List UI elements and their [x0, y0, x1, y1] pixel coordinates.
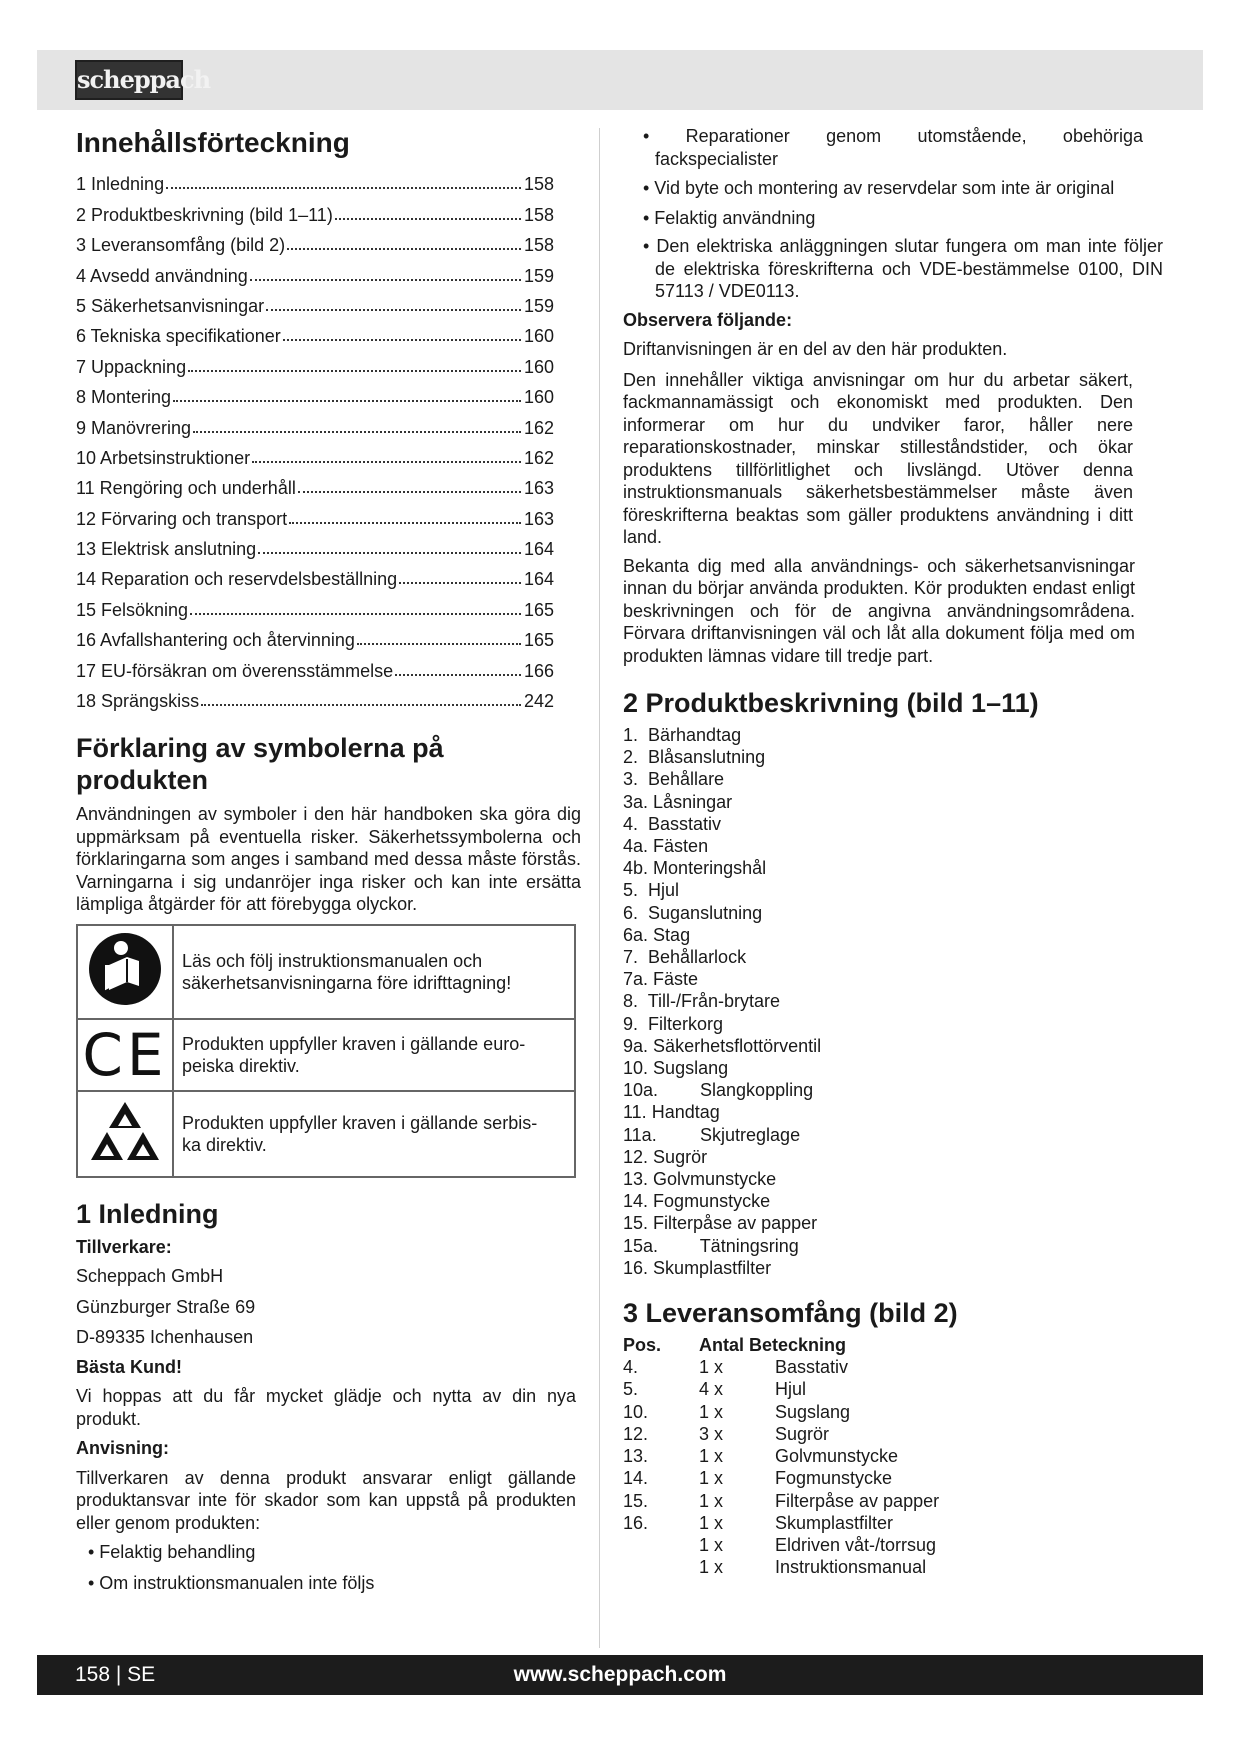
- scope-qty: 1 x: [699, 1534, 724, 1555]
- note-bullet: • Felaktig behandling: [88, 1542, 256, 1563]
- toc-entry-page: 160: [523, 326, 554, 347]
- scope-table: [623, 1334, 1143, 1578]
- part-label: Till-/Från-brytare: [647, 991, 781, 1012]
- symbols-table: [76, 924, 576, 1178]
- scope-desc: Fogmunstycke: [775, 1468, 893, 1489]
- product-part-item: [623, 968, 1143, 990]
- product-list: [623, 724, 1143, 1279]
- toc-entry-label: 18 Sprängskiss: [76, 691, 200, 712]
- toc-entry-page: 158: [523, 235, 554, 256]
- read-manual-icon: [87, 931, 163, 1007]
- toc-entry[interactable]: [76, 439, 554, 469]
- serbian-conformity-icon: [90, 1100, 160, 1162]
- product-part-item: [623, 1235, 1143, 1257]
- scope-desc: Filterpåse av papper: [775, 1490, 940, 1511]
- scope-qty: 1 x: [699, 1468, 724, 1489]
- product-part-item: [623, 1168, 1143, 1190]
- part-number: 4.: [623, 813, 639, 834]
- company-city: D-89335 Ichenhausen: [76, 1327, 254, 1348]
- scope-pos: 4.: [623, 1357, 639, 1378]
- scope-desc: Golvmunstycke: [775, 1446, 899, 1467]
- toc-entry-label: 7 Uppackning: [76, 356, 187, 377]
- scope-qty: 1 x: [699, 1446, 724, 1467]
- scope-qty: 1 x: [699, 1357, 724, 1378]
- left-column: [76, 125, 586, 1594]
- part-number: 9a.: [623, 1035, 649, 1056]
- toc-leader-dots: [287, 248, 521, 250]
- toc-entry-page: 160: [523, 356, 554, 377]
- scope-row: [623, 1512, 1143, 1534]
- scope-desc: Eldriven våt-/torrsug: [775, 1534, 937, 1555]
- scope-desc: Sugrör: [775, 1423, 830, 1444]
- part-number: 4b.: [623, 858, 649, 879]
- scope-pos: 12.: [623, 1423, 649, 1444]
- observe-p1: Driftanvisningen är en del av den här produkten.: [623, 339, 1008, 359]
- toc-leader-dots: [201, 704, 521, 706]
- toc-leader-dots: [283, 339, 521, 341]
- part-number: 4a.: [623, 836, 649, 857]
- scope-desc: Hjul: [775, 1379, 807, 1400]
- company-street: Günzburger Straße 69: [76, 1296, 256, 1317]
- part-label: Handtag: [651, 1102, 720, 1123]
- scope-row: [623, 1423, 1143, 1445]
- part-number: 9.: [623, 1013, 639, 1034]
- toc-entry[interactable]: [76, 560, 554, 590]
- toc-entry-label: 6 Tekniska specifikationer: [76, 326, 281, 347]
- toc-entry[interactable]: [76, 347, 554, 377]
- observe-p3: Bekanta dig med alla användnings- och säkerhetsanvisningar innan du börjar använda produkten. Kör produkten endast enligt beskrivningen och för de angivna användningsområdena. Förvara driftanvisningen väl och låt alla dokument följa med om produkten lämnas vidare till tredje part.: [623, 555, 1135, 666]
- symbols-intro: Användningen av symboler i den här handboken ska göra dig uppmärksam på eventuella risker. Säkerhetssymbolerna och förklaringarna som anges i samband med dessa måste förstås. Varningarna i sig undanröjer inga risker och kan inte ersätta lämpliga åtgärder för att förebygga olyckor.: [76, 804, 581, 915]
- scope-row: [623, 1490, 1143, 1512]
- product-part-item: [623, 724, 1143, 746]
- part-label: Hjul: [648, 880, 680, 901]
- toc-entry[interactable]: [76, 590, 554, 620]
- symbols-title-line2: produkten: [76, 765, 208, 796]
- part-label: Sugslang: [653, 1058, 729, 1079]
- toc-entry-label: 3 Leveransomfång (bild 2): [76, 235, 286, 256]
- company-name: Scheppach GmbH: [76, 1266, 224, 1287]
- toc-entry[interactable]: [76, 408, 554, 438]
- part-number: 5.: [623, 880, 639, 901]
- note-label: Anvisning:: [76, 1438, 169, 1459]
- part-label: Fästen: [653, 836, 709, 857]
- scope-pos: 16.: [623, 1512, 649, 1533]
- toc-entry-page: 163: [523, 478, 554, 499]
- symbol-text: Läs och följ instruktionsmanualen och säkerhetsanvisningarna före idrifttagning!: [173, 925, 575, 1019]
- part-number: 6.: [623, 902, 639, 923]
- scope-header-row: [623, 1334, 1143, 1356]
- toc-entry[interactable]: [76, 195, 554, 225]
- toc-entry-page: 158: [523, 204, 554, 225]
- product-part-item: [623, 1257, 1143, 1279]
- footer-url[interactable]: www.scheppach.com: [513, 1663, 727, 1686]
- toc-entry-label: 13 Elektrisk anslutning: [76, 539, 257, 560]
- toc-leader-dots: [335, 218, 521, 220]
- part-number: 8.: [623, 991, 639, 1012]
- part-label: Golvmunstycke: [653, 1169, 777, 1190]
- toc-entry[interactable]: [76, 165, 554, 195]
- product-part-item: [623, 1101, 1143, 1123]
- brand-logo: scheppach: [75, 60, 183, 100]
- toc-entry-page: 159: [523, 265, 554, 286]
- part-label: Monteringshål: [653, 858, 767, 879]
- toc-entry-label: 12 Förvaring och transport: [76, 508, 288, 529]
- toc-entry-label: 14 Reparation och reservdelsbeställning: [76, 569, 398, 590]
- toc-entry[interactable]: [76, 378, 554, 408]
- toc-entry-label: 10 Arbetsinstruktioner: [76, 447, 251, 468]
- product-part-item: [623, 835, 1143, 857]
- product-part-item: [623, 1035, 1143, 1057]
- part-number: 3a.: [623, 791, 649, 812]
- symbol-row: [77, 1091, 575, 1177]
- toc-entry-label: 11 Rengöring och underhåll: [76, 478, 296, 499]
- symbol-text: [173, 1091, 575, 1177]
- toc-entry[interactable]: [76, 317, 554, 347]
- toc-entry[interactable]: [76, 621, 554, 651]
- part-number: 11a.: [623, 1124, 657, 1145]
- column-divider: [599, 128, 600, 1648]
- product-part-item: [623, 1212, 1143, 1234]
- toc-entry-page: 162: [523, 447, 554, 468]
- toc-entry-page: 159: [523, 295, 554, 316]
- toc-entry-page: 160: [523, 387, 554, 408]
- toc-entry[interactable]: [76, 226, 554, 256]
- right-bullet: • Vid byte och montering av reservdelar som inte är original: [643, 178, 1115, 198]
- product-part-item: [623, 990, 1143, 1012]
- toc-entry-label: 8 Montering: [76, 387, 172, 408]
- toc-entry[interactable]: [76, 530, 554, 560]
- part-label: Skjutreglage: [700, 1124, 801, 1145]
- scope-pos: [623, 1534, 699, 1556]
- product-part-item: [623, 1057, 1143, 1079]
- part-number: 3.: [623, 769, 639, 790]
- part-number: 7.: [623, 947, 639, 968]
- scope-qty: 1 x: [699, 1401, 724, 1422]
- toc-entry-label: 1 Inledning: [76, 174, 165, 195]
- symbol-text-line2: ka direktiv.: [182, 1134, 267, 1155]
- toc-leader-dots: [193, 431, 521, 433]
- part-number: 15.: [623, 1213, 649, 1234]
- right-bullet: • Den elektriska anläggningen slutar fungera om man inte följer de elektriska föreskrifterna och VDE-bestämmelse 0100, DIN 57113 / VDE0113.: [643, 236, 1163, 301]
- ce-mark-icon: CE: [82, 1020, 168, 1089]
- scope-qty: 1 x: [699, 1557, 724, 1578]
- scope-row: [623, 1534, 1143, 1556]
- symbol-icon-cell: [77, 925, 173, 1019]
- part-label: Filterpåse av papper: [653, 1213, 818, 1234]
- scope-pos: 14.: [623, 1468, 649, 1489]
- product-part-item: [623, 1013, 1143, 1035]
- part-label: Fogmunstycke: [653, 1191, 771, 1212]
- toc-leader-dots: [357, 643, 521, 645]
- toc-entry-label: 2 Produktbeskrivning (bild 1–11): [76, 204, 333, 225]
- part-number: 15a.: [623, 1235, 659, 1256]
- intro-title: 1 Inledning: [76, 1198, 219, 1229]
- toc-leader-dots: [258, 552, 521, 554]
- part-number: 11.: [623, 1102, 647, 1123]
- part-number: 10a.: [623, 1080, 659, 1101]
- scope-row: [623, 1356, 1143, 1378]
- product-part-item: [623, 746, 1143, 768]
- symbols-title-line1: Förklaring av symbolerna på: [76, 733, 444, 764]
- part-label: Blåsanslutning: [648, 747, 766, 768]
- right-bullet: • Reparationer genom utomstående, obehöriga fackspecialister: [643, 126, 1143, 169]
- product-part-item: [623, 791, 1143, 813]
- scope-pos: [623, 1556, 699, 1578]
- product-part-item: [623, 768, 1143, 790]
- toc-entry-page: 165: [523, 630, 554, 651]
- toc-leader-dots: [250, 279, 521, 281]
- scope-title: 3 Leveransomfång (bild 2): [623, 1298, 958, 1329]
- toc-entry[interactable]: [76, 256, 554, 286]
- scope-row: [623, 1556, 1143, 1578]
- toc-leader-dots: [266, 309, 521, 311]
- part-number: 7a.: [623, 969, 649, 990]
- observe-p2: Den innehåller viktiga anvisningar om hur du arbetar säkert, fackmannamässigt och ekonomiskt med produkten. Den informerar om hur du undviker faror, håller nere reparationskostnader, minskar stilleståndstider, och ökar produktens tillförlitlighet och livslängd. Utöver denna instruktionsmanuals säkerhetsbestämmelser måste även föreskrifterna beaktas som gäller produktens användning i ditt land.: [623, 369, 1133, 547]
- scope-pos: 13.: [623, 1446, 649, 1467]
- scope-desc: Instruktionsmanual: [775, 1557, 927, 1578]
- scope-pos: 5.: [623, 1379, 639, 1400]
- product-part-item: [623, 857, 1143, 879]
- scope-row: [623, 1378, 1143, 1400]
- part-label: Slangkoppling: [700, 1080, 814, 1101]
- header-bar: [37, 50, 1203, 110]
- symbol-text-line1: Produkten uppfyller kraven i gällande euro-: [182, 1033, 526, 1054]
- part-label: Bärhandtag: [648, 725, 742, 745]
- scope-desc: Skumplastfilter: [775, 1512, 894, 1533]
- toc-entry[interactable]: [76, 469, 554, 499]
- scope-pos: 15.: [623, 1490, 649, 1511]
- scope-header-qty-desc: Antal Beteckning: [699, 1335, 847, 1356]
- product-part-item: [623, 1124, 1143, 1146]
- observe-label: Observera följande:: [623, 309, 793, 330]
- toc-entry-label: 16 Avfallshantering och återvinning: [76, 630, 355, 651]
- toc-leader-dots: [289, 522, 521, 524]
- toc-leader-dots: [395, 674, 521, 676]
- part-label: Suganslutning: [648, 902, 763, 923]
- toc-leader-dots: [298, 491, 521, 493]
- toc-entry-label: 9 Manövrering: [76, 417, 192, 438]
- part-label: Behållarlock: [648, 947, 747, 968]
- toc-entry[interactable]: [76, 287, 554, 317]
- scope-row: [623, 1467, 1143, 1489]
- product-part-item: [623, 1190, 1143, 1212]
- right-bullet: • Felaktig användning: [643, 207, 816, 228]
- scope-qty: 1 x: [699, 1490, 724, 1511]
- scope-qty: 4 x: [699, 1379, 724, 1400]
- product-part-item: [623, 924, 1143, 946]
- part-number: 2.: [623, 747, 639, 768]
- scope-qty: 1 x: [699, 1512, 724, 1533]
- symbols-title: [76, 732, 586, 796]
- part-number: 14.: [623, 1191, 649, 1212]
- toc-leader-dots: [166, 187, 521, 189]
- scope-row: [623, 1401, 1143, 1423]
- toc-entry-page: 158: [523, 174, 554, 195]
- toc-leader-dots: [173, 400, 521, 402]
- symbol-icon-cell: [77, 1019, 173, 1091]
- toc-entry-page: 166: [523, 660, 554, 681]
- toc-entry-page: 164: [523, 569, 554, 590]
- greeting-label: Bästa Kund!: [76, 1356, 183, 1377]
- product-title: 2 Produktbeskrivning (bild 1–11): [623, 688, 1039, 718]
- toc-leader-dots: [399, 582, 521, 584]
- part-number: 12.: [623, 1146, 649, 1167]
- part-label: Filterkorg: [648, 1013, 724, 1034]
- part-number: 16.: [623, 1257, 649, 1278]
- part-label: Fäste: [653, 969, 699, 990]
- toc-entry[interactable]: [76, 499, 554, 529]
- note-bullet: • Om instruktionsmanualen inte följs: [88, 1572, 375, 1593]
- symbol-row: [77, 925, 575, 1019]
- toc-entry-page: 163: [523, 508, 554, 529]
- part-label: Behållare: [648, 769, 725, 790]
- part-number: 1.: [623, 725, 639, 745]
- product-part-item: [623, 813, 1143, 835]
- toc-list: [76, 165, 586, 712]
- part-label: Säkerhetsflottörventil: [653, 1035, 822, 1056]
- toc-entry-label: 4 Avsedd användning: [76, 265, 248, 286]
- toc-entry-page: 164: [523, 539, 554, 560]
- part-label: Låsningar: [653, 791, 733, 812]
- product-part-item: [623, 1079, 1143, 1101]
- symbol-text-line1: Produkten uppfyller kraven i gällande serbis-: [182, 1112, 538, 1133]
- scope-desc: Basstativ: [775, 1357, 849, 1378]
- scope-row: [623, 1445, 1143, 1467]
- toc-title: Innehållsförteckning: [76, 127, 350, 158]
- toc-entry-page: 162: [523, 417, 554, 438]
- product-part-item: [623, 902, 1143, 924]
- part-number: 6a.: [623, 924, 649, 945]
- symbol-text-line2: peiska direktiv.: [182, 1055, 300, 1076]
- manufacturer-label: Tillverkare:: [76, 1236, 172, 1257]
- product-part-item: [623, 1146, 1143, 1168]
- toc-leader-dots: [252, 461, 521, 463]
- toc-entry[interactable]: [76, 682, 554, 712]
- scope-rows: [623, 1356, 1143, 1578]
- scope-desc: Sugslang: [775, 1401, 851, 1422]
- toc-entry-label: 5 Säkerhetsanvisningar: [76, 295, 265, 316]
- footer-page-number: 158 | SE: [75, 1663, 156, 1686]
- toc-entry-page: 165: [523, 599, 554, 620]
- note-text: Tillverkaren av denna produkt ansvarar enligt gällande produktansvar inte för skador som kan uppstå på produkten eller genom produkten:: [76, 1467, 576, 1533]
- product-part-item: [623, 946, 1143, 968]
- toc-entry[interactable]: [76, 651, 554, 681]
- right-column: [623, 125, 1163, 1578]
- part-number: 10.: [623, 1058, 649, 1079]
- part-label: Tätningsring: [699, 1235, 799, 1256]
- symbol-icon-cell: [77, 1091, 173, 1177]
- scope-qty: 3 x: [699, 1423, 724, 1444]
- part-label: Basstativ: [648, 813, 722, 834]
- symbol-row: [77, 1019, 575, 1091]
- greeting-text: Vi hoppas att du får mycket glädje och nytta av din nya produkt.: [76, 1386, 576, 1429]
- part-label: Skumplastfilter: [653, 1257, 772, 1278]
- toc-entry-label: 15 Felsökning: [76, 599, 189, 620]
- scope-pos: 10.: [623, 1401, 649, 1422]
- toc-leader-dots: [188, 370, 521, 372]
- toc-entry-label: 17 EU-försäkran om överensstämmelse: [76, 660, 394, 681]
- toc-leader-dots: [190, 613, 521, 615]
- part-label: Stag: [653, 924, 691, 945]
- note-bullets: [76, 1541, 586, 1594]
- toc-entry-page: 242: [523, 691, 554, 712]
- footer-bar: [37, 1655, 1203, 1695]
- product-part-item: [623, 879, 1143, 901]
- part-label: Sugrör: [653, 1146, 708, 1167]
- part-number: 13.: [623, 1169, 649, 1190]
- symbol-text: [173, 1019, 575, 1091]
- scope-header-pos: Pos.: [623, 1335, 662, 1356]
